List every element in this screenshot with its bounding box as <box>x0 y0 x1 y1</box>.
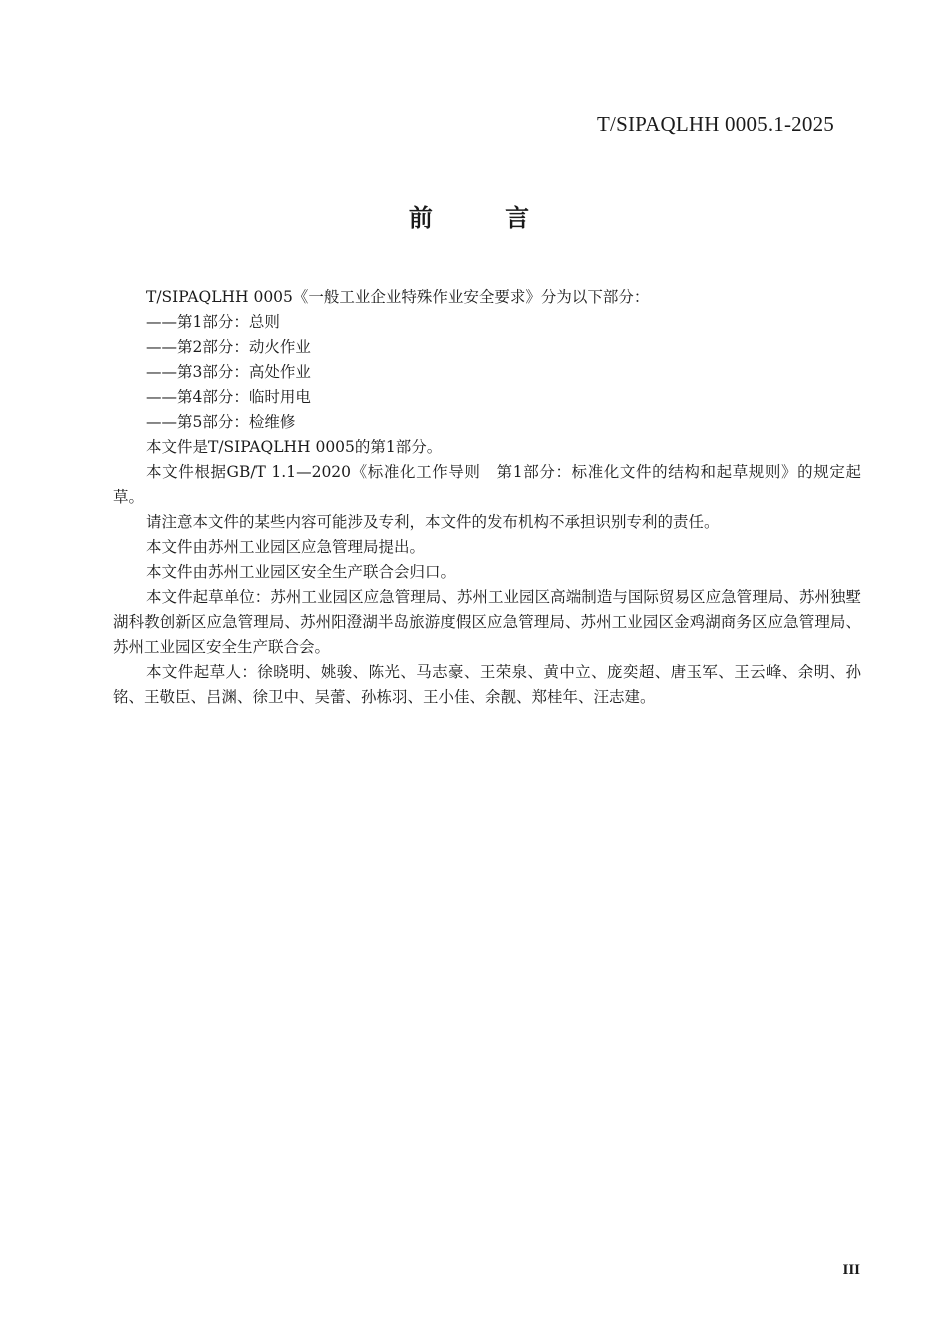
part-list-item: ——第3部分：高处作业 <box>146 363 311 381</box>
proposer-paragraph: 本文件由苏州工业园区应急管理局提出。 <box>146 538 426 556</box>
this-part-paragraph: 本文件是T/SIPAQLHH 0005的第1部分。 <box>146 438 443 456</box>
drafters-paragraph: 本文件起草人：徐晓明、姚骏、陈光、马志豪、王荣泉、黄中立、庞奕超、唐玉军、王云峰、余明、孙铭、王敬臣、吕渊、徐卫中、吴蕾、孙栋羽、王小佳、余靓、郑桂年、汪志建。 <box>113 663 861 706</box>
patent-notice-paragraph: 请注意本文件的某些内容可能涉及专利，本文件的发布机构不承担识别专利的责任。 <box>146 513 720 531</box>
page-title: 前 言 <box>408 204 562 232</box>
part-list-item: ——第5部分：检维修 <box>146 413 296 431</box>
foreword-body <box>113 285 861 710</box>
page-number: III <box>842 1262 860 1278</box>
part-list-item: ——第4部分：临时用电 <box>146 388 311 406</box>
part-list-item: ——第1部分：总则 <box>146 313 280 331</box>
intro-paragraph: T/SIPAQLHH 0005《一般工业企业特殊作业安全要求》分为以下部分： <box>146 288 650 306</box>
standard-code: T/SIPAQLHH 0005.1-2025 <box>597 112 834 136</box>
centralizer-paragraph: 本文件由苏州工业园区安全生产联合会归口。 <box>146 563 457 581</box>
part-list-item: ——第2部分：动火作业 <box>146 338 311 356</box>
drafting-units-paragraph: 本文件起草单位：苏州工业园区应急管理局、苏州工业园区高端制造与国际贸易区应急管理局、苏州独墅湖科教创新区应急管理局、苏州阳澄湖半岛旅游度假区应急管理局、苏州工业园区金鸡湖商务区应急管理局、苏州工业园区安全生产联合会。 <box>113 588 861 656</box>
drafting-rule-paragraph: 本文件根据GB/T 1.1—2020《标准化工作导则 第1部分：标准化文件的结构和起草规则》的规定起草。 <box>113 463 861 506</box>
